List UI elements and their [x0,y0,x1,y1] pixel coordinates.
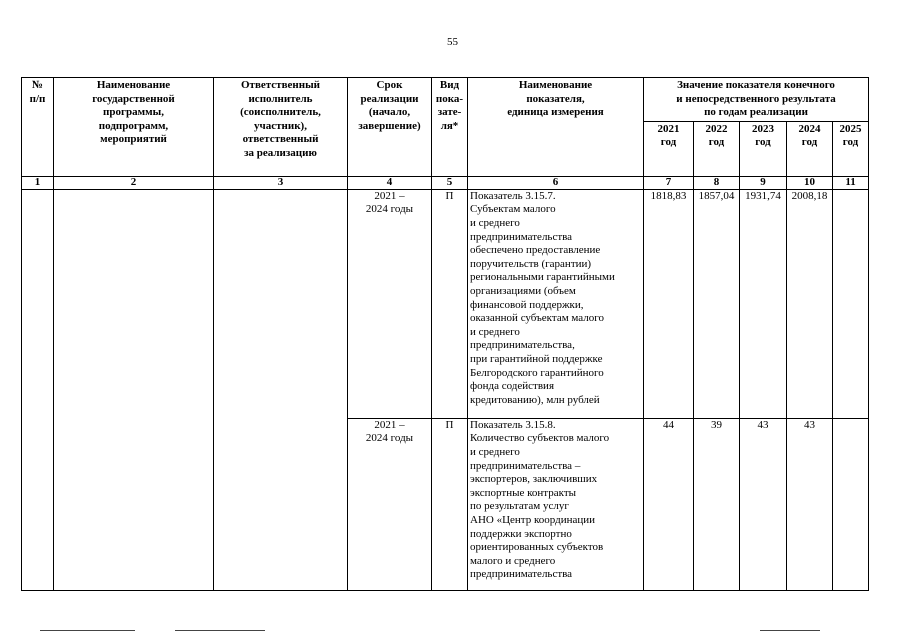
scan-artifact-line [40,630,135,631]
cell-term: 2021 – 2024 годы [348,418,432,590]
cell-value-2021: 1818,83 [644,189,694,418]
cell-value-2023: 1931,74 [740,189,787,418]
indicator-table [21,77,869,591]
header-program: Наименование государственной программы, подпрограмм, мероприятий [54,78,214,177]
header-year-2022: 2022 год [694,121,740,176]
col-num: 5 [432,176,468,189]
col-num: 8 [694,176,740,189]
col-num: 9 [740,176,787,189]
header-year-2025: 2025 год [833,121,869,176]
col-num: 2 [54,176,214,189]
header-year-2021: 2021 год [644,121,694,176]
scan-artifact-line [175,630,265,631]
cell-term: 2021 – 2024 годы [348,189,432,418]
col-num: 1 [22,176,54,189]
col-num: 11 [833,176,869,189]
cell-value-2021: 44 [644,418,694,590]
col-num: 10 [787,176,833,189]
cell-value-2023: 43 [740,418,787,590]
cell-indicator-type: П [432,418,468,590]
col-num: 6 [468,176,644,189]
col-num: 3 [214,176,348,189]
page-number: 55 [447,36,458,48]
cell-number-empty [22,189,54,590]
header-indicator-type: Вид пока- зате- ля* [432,78,468,177]
header-indicator-name: Наименование показателя, единица измерения [468,78,644,177]
scan-artifact-line [760,630,820,631]
cell-value-2024: 2008,18 [787,189,833,418]
header-responsible: Ответственный исполнитель (соисполнитель, участник), ответственный за реализацию [214,78,348,177]
header-term: Срок реализации (начало, завершение) [348,78,432,177]
header-number: № п/п [22,78,54,177]
cell-indicator-name: Показатель 3.15.7. Субъектам малого и среднего предпринимательства обеспечено предоставление поручительств (гарантии) региональными гарантийными организациями (объем финансовой поддержки, оказанной субъектам малого и среднего предпринимательства, при гарантийной поддержке Белгородского гарантийного фонда содействия кредитованию), млн рублей [468,189,644,418]
header-year-2023: 2023 год [740,121,787,176]
cell-value-2025 [833,418,869,590]
col-num: 7 [644,176,694,189]
cell-program-empty [54,189,214,590]
cell-value-2022: 1857,04 [694,189,740,418]
col-num: 4 [348,176,432,189]
cell-value-2025 [833,189,869,418]
column-numbers-row [22,176,869,189]
header-year-2024: 2024 год [787,121,833,176]
table-row [22,189,869,418]
cell-indicator-type: П [432,189,468,418]
cell-value-2022: 39 [694,418,740,590]
cell-indicator-name: Показатель 3.15.8. Количество субъектов малого и среднего предпринимательства – экспортеров, заключивших экспортные контракты по результатам услуг АНО «Центр координации поддержки экспортно ориентированных субъектов малого и среднего предпринимательства [468,418,644,590]
cell-value-2024: 43 [787,418,833,590]
cell-responsible-empty [214,189,348,590]
header-values-group: Значение показателя конечного и непосредственного результата по годам реализации [644,78,869,122]
